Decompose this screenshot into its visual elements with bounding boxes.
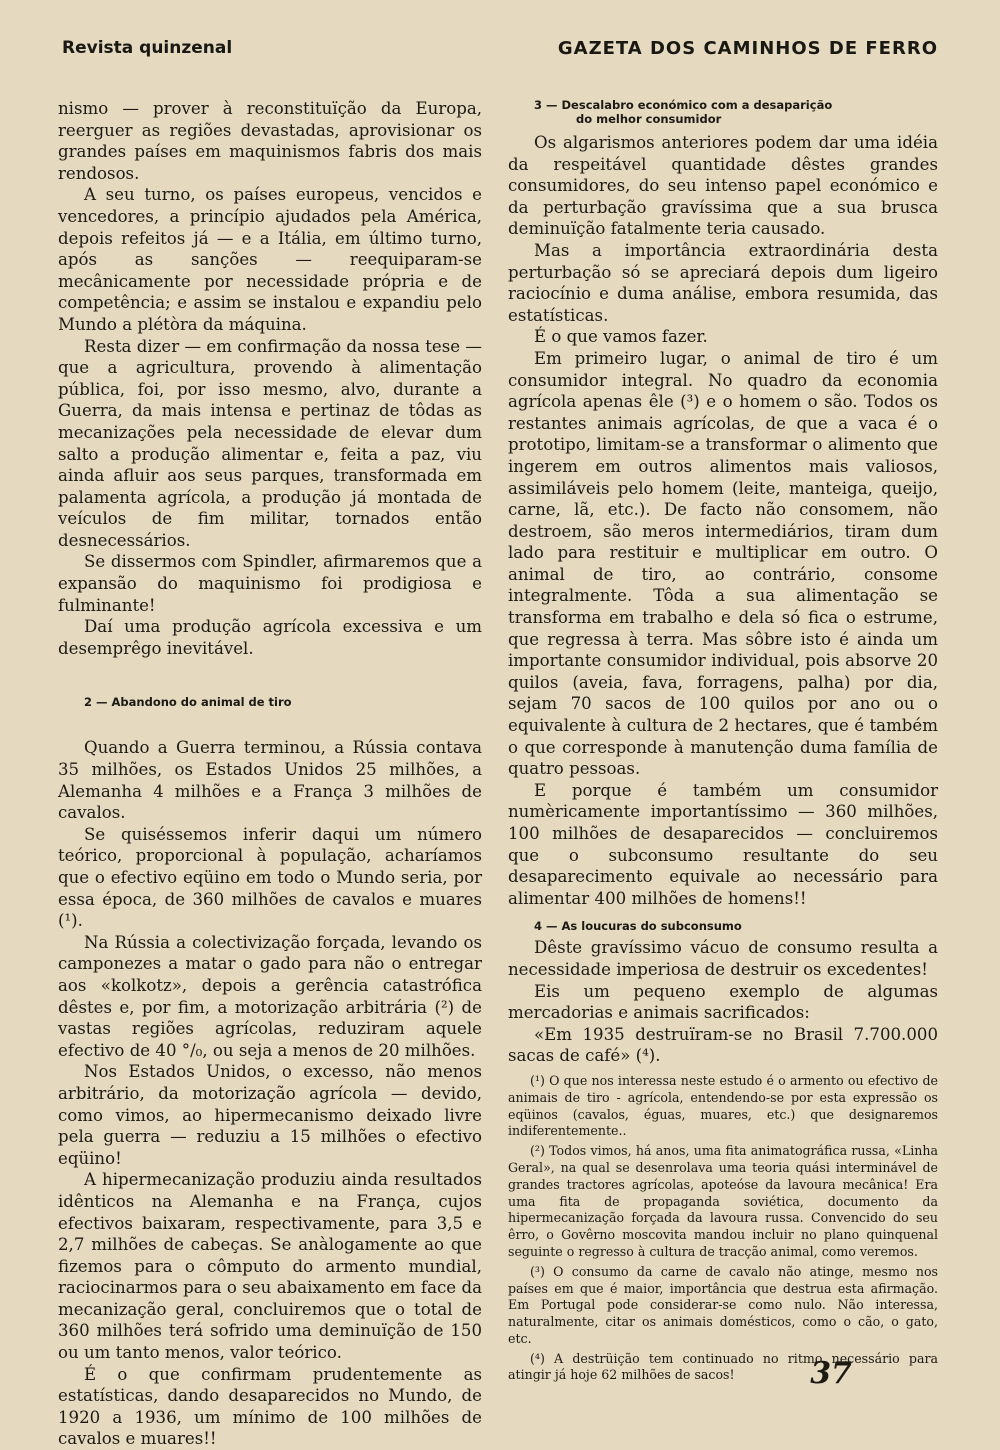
footnote: (⁴) A destrüição tem continuado no ritmo necessário para atingir já hoje 62 milhões de sacos!: [508, 1350, 938, 1383]
section-heading: [508, 98, 938, 126]
paragraph: Os algarismos anteriores podem dar uma idéia da respeitável quantidade dêstes grandes consumidores, do seu intenso papel económico e da perturbação gravíssima que a sua brusca deminuïção fatalmente teria causado.: [508, 133, 938, 239]
paragraph: Resta dizer — em confirmação da nossa tese — que a agricultura, provendo à alimentação pública, foi, por isso mesmo, alvo, durante a Guerra, da mais intensa e pertinaz de tôdas as mecanizações pela necessidade de elevar dum salto a produção alimentar e, feita a paz, viu ainda afluir aos seus parques, transformada em palamenta agrícola, a produção já montada de veículos de fim militar, tornados então desnecessários.: [58, 336, 482, 550]
paragraph: E porque é também um consumidor numèricamente importantíssimo — 360 milhões, 100 milhões de desaparecidos — concluiremos que o subconsumo resultante do seu desaparecimento equivale ao necessário para alimentar 400 milhões de homens!!: [508, 780, 938, 908]
paragraph: nismo — prover à reconstituïção da Europa, reerguer as regiões devastadas, aprovisionar os grandes países em maquinismos fabris dos mais rendosos.: [58, 99, 482, 183]
footnote: (³) O consumo da carne de cavalo não atinge, mesmo nos países em que é maior, importância que destrua esta afirmação. Em Portugal pode considerar-se como nulo. Não interessa, naturalmente, citar os animais domésticos, como o cão, o gato, etc.: [508, 1263, 938, 1346]
left-column: [58, 98, 482, 1450]
paragraph: A seu turno, os países europeus, vencidos e vencedores, a princípio ajudados pela América, depois refeitos já — e a Itália, em último turno, após as sanções — reequiparam-se mecânicamente por necessidade própria e de competência; e assim se instalou e expandiu pelo Mundo a plétòra da máquina.: [58, 185, 482, 334]
paragraph: É o que vamos fazer.: [534, 327, 708, 347]
footnotes: [508, 1073, 938, 1384]
paragraph: «Em 1935 destruïram-se no Brasil 7.700.000 sacas de café» (⁴).: [508, 1024, 938, 1066]
paragraph: Em primeiro lugar, o animal de tiro é um consumidor integral. No quadro da economia agrícola apenas êle (³) e o homem o são. Todos os restantes animais agrícolas, de que a vaca é o prototipo, limitam-se a transformar o alimento que ingerem em outros alimentos mais valiosos, assimiláveis pelo homem (leite, manteiga, queijo, carne, lã, etc.). De facto não consomem, não destroem, são meros intermediários, tiram dum lado para restituir e multiplicar em outro. O animal de tiro, ao contrário, consome integralmente. Tôda a sua alimentação se transforma em trabalho e dela só fica o estrume, que regressa à terra. Mas sôbre isto é ainda um importante consumidor individual, pois absorve 20 quilos (aveia, fava, forragens, palha) por dia, sejam 70 sacos de 100 quilos por ano ou o equivalente à cultura de 2 hectares, que é também o que corresponde à manutenção duma família de quatro pessoas.: [508, 348, 938, 779]
section-heading-line1: 3 — Descalabro económico com a desaparição: [534, 98, 833, 112]
paragraph: Dêste gravíssimo vácuo de consumo resulta a necessidade imperiosa de destruir os excedentes!: [508, 938, 938, 979]
paragraph: Quando a Guerra terminou, a Rússia contava 35 milhões, os Estados Unidos 25 milhões, a Alemanha 4 milhões e a França 3 milhões de cavalos.: [58, 738, 482, 823]
footnote: (²) Todos vimos, há anos, uma fita animatográfica russa, «Linha Geral», na qual se desenrolava uma teoria quási interminável de grandes tractores agrícolas, apoteóse da lavoura mecânica! Era uma fita de propaganda soviética, documento da hipermecanização forçada da lavoura russa. Convencido do seu êrro, o Govêrno moscovita mandou incluir no plano quinquenal seguinte o regresso à cultura de tracção animal, como veremos.: [508, 1143, 938, 1259]
paragraph: Mas a importância extraordinária desta perturbação só se apreciará depois dum ligeiro raciocínio e duma análise, embora resumida, das estatísticas.: [508, 240, 938, 325]
paragraph: Se dissermos com Spindler, afirmaremos que a expansão do maquinismo foi prodigiosa e fulminante!: [58, 552, 482, 615]
page-number: 37: [810, 1356, 852, 1391]
paragraph: Daí uma produção agrícola excessiva e um desemprêgo inevitável.: [58, 617, 482, 658]
paragraph: É o que confirmam prudentemente as estatísticas, dando desaparecidos no Mundo, de 1920 a 1936, um mínimo de 100 milhões de cavalos e muares!!: [58, 1364, 482, 1449]
header-left: Revista quinzenal: [62, 38, 233, 58]
header-right: GAZETA DOS CAMINHOS DE FERRO: [557, 38, 938, 59]
paragraph: Nos Estados Unidos, o excesso, não menos arbitrário, da motorização agrícola — devido, como vimos, ao hipermecanismo deixado livre pela guerra — reduziu a 15 milhões o efectivo eqüino!: [58, 1062, 482, 1168]
paragraph: Eis um pequeno exemplo de algumas mercadorias e animais sacrificados:: [508, 981, 938, 1023]
paragraph: Se quiséssemos inferir daqui um número teórico, proporcional à população, acharíamos que o efectivo eqüino em todo o Mundo seria, por essa época, de 360 milhões de cavalos e muares (¹).: [58, 824, 482, 931]
section-heading: 4 — As loucuras do subconsumo: [534, 919, 742, 934]
paragraph: A hipermecanização produziu ainda resultados idênticos na Alemanha e na França, cujos efectivos baixaram, respectivamente, para 3,5 e 2,7 milhões de cabeças. Se anàlogamente ao que fizemos para o cômputo do armento mundial, raciocinarmos para o seu abaixamento em face da mecanização geral, concluiremos que o total de 360 milhões terá sofrido uma deminuïção de 150 ou um tanto menos, valor teórico.: [58, 1170, 482, 1363]
right-column: [508, 98, 938, 1387]
paragraph: Na Rússia a colectivização forçada, levando os camponezes a matar o gado para não o entregar aos «kolkotz», depois a gerência catastrófica dêstes e, por fim, a motorização arbitrária (²) de vastas regiões agrícolas, reduziram aquele efectivo de 40 °/₀, ou seja a menos de 20 milhões.: [58, 932, 482, 1060]
footnote: (¹) O que nos interessa neste estudo é o armento ou efectivo de animais de tiro - agrícola, entendendo-se por esta expressão os eqüinos (cavalos, éguas, muares, etc.) que designaremos indiferentemente..: [508, 1072, 938, 1139]
section-heading-line2: do melhor consumidor: [576, 112, 722, 126]
section-heading: 2 — Abandono do animal de tiro: [84, 695, 292, 710]
